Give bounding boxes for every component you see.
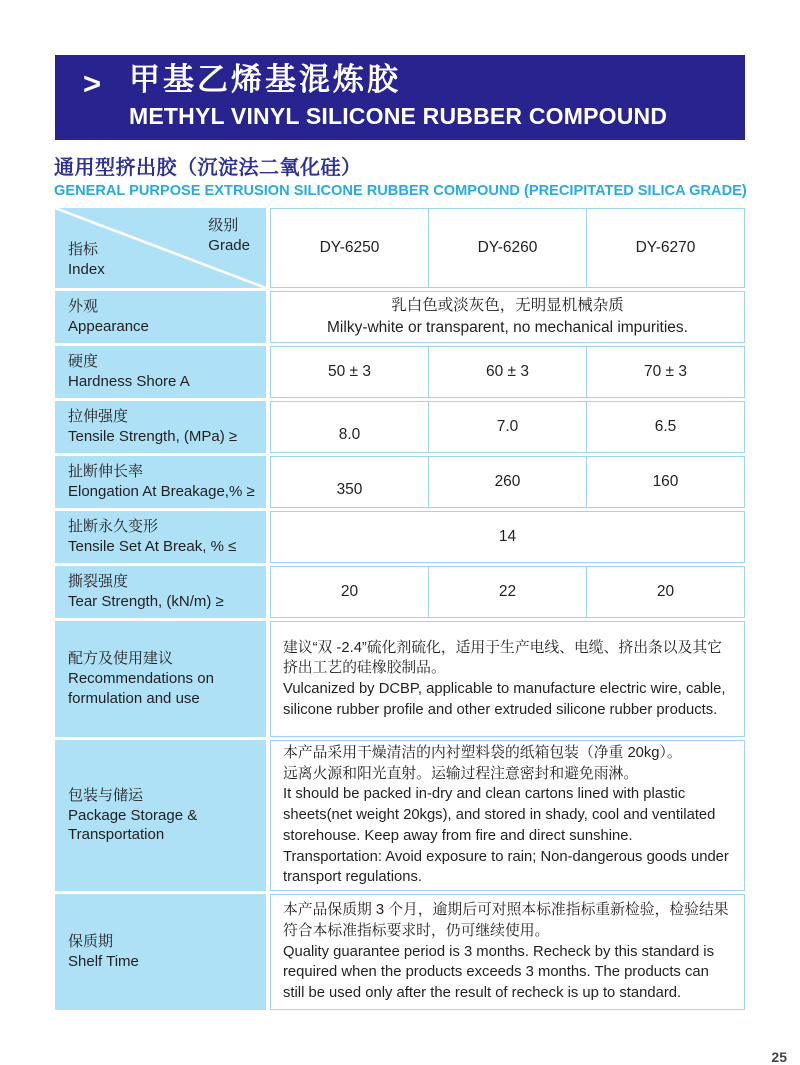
table-row-tensile-set (55, 511, 745, 563)
corner-grade-en: Grade (208, 237, 250, 255)
row-label-en: Tensile Set At Break, % ≤ (68, 538, 237, 555)
shelf-zh: 本产品保质期 3 个月，逾期后可对照本标准指标重新检验，检验结果符合本标准指标要求时，仍可继续使用。 (283, 902, 729, 939)
package-zh-1: 本产品采用干燥清洁的内衬塑料袋的纸箱包装（净重 20kg）。 (283, 745, 682, 762)
corner-index-label (68, 240, 105, 281)
package-en-1: It should be packed in-dry and clean cartons lined with plastic sheets(net weight 20kgs), and stored in shady, cool and ventilated storehouse. Keep away from fire and direct sunshine. (283, 786, 716, 844)
value-cell: 260 (428, 457, 586, 507)
paragraph-cell (271, 622, 744, 736)
corner-grade-label (208, 216, 250, 257)
grade-column-dy6270: DY-6270 (586, 209, 744, 287)
paragraph-cell (271, 895, 744, 1009)
package-zh-2: 远离火源和阳光直射。运输过程注意密封和避免雨淋。 (283, 765, 639, 782)
chevron-right-icon: > (83, 66, 102, 101)
table-row-shelf-time (55, 894, 745, 1010)
row-label-en: Appearance (68, 318, 149, 335)
section-heading (54, 151, 748, 199)
corner-index-en: Index (68, 260, 105, 278)
corner-grade-zh: 级别 (208, 217, 239, 234)
row-values (270, 511, 745, 563)
shelf-en: Quality guarantee period is 3 months. Recheck by this standard is required when the products exceeds 3 months. The products can still be used only after the result of recheck is up to standard. (283, 943, 714, 1002)
row-label (55, 401, 266, 453)
grade-columns (270, 208, 745, 288)
spec-table (55, 208, 745, 1010)
value-cell: 8.0 (338, 426, 361, 443)
appearance-value-zh: 乳白色或淡灰色，无明显机械杂质 (391, 296, 624, 314)
row-label-zh: 包装与储运 (68, 786, 144, 804)
row-label-en: Shelf Time (68, 953, 139, 970)
banner-title-en: METHYL VINYL SILICONE RUBBER COMPOUND (129, 103, 668, 129)
row-label-en: Hardness Shore A (68, 373, 190, 390)
table-row-hardness (55, 346, 745, 398)
row-label-zh: 撕裂强度 (68, 573, 129, 591)
row-values (270, 456, 745, 508)
row-label (55, 621, 266, 737)
row-label-en: Tear Strength, (kN/m) ≥ (68, 593, 224, 610)
value-cell: 20 (340, 583, 359, 600)
table-corner-cell (55, 208, 266, 288)
paragraph-cell (271, 741, 744, 890)
row-label (55, 346, 266, 398)
value-cell: 350 (336, 481, 363, 498)
row-label-en: Elongation At Breakage,% ≥ (68, 483, 255, 500)
row-values (270, 401, 745, 453)
row-label-zh: 配方及使用建议 (68, 650, 174, 668)
package-en-2: Transportation: Avoid exposure to rain; Non-dangerous goods under transport regulations. (283, 848, 729, 886)
table-row-tear-strength (55, 566, 745, 618)
value-cell: 6.5 (586, 402, 744, 452)
table-row-appearance (55, 291, 745, 343)
corner-index-zh: 指标 (68, 240, 99, 258)
row-label-zh: 扯断永久变形 (68, 518, 159, 536)
value-cell: 160 (586, 457, 744, 507)
value-cell: 7.0 (428, 402, 586, 452)
tensile-set-value: 14 (498, 527, 517, 545)
value-cell: 20 (586, 567, 744, 617)
row-label (55, 740, 266, 891)
table-row-recommendations (55, 621, 745, 737)
value-cell: 70 ± 3 (586, 347, 744, 397)
value-cell: 22 (428, 567, 586, 617)
row-values (270, 740, 745, 891)
row-values (270, 291, 745, 343)
row-label-zh: 扯断伸长率 (68, 463, 144, 481)
grade-column-dy6260: DY-6260 (428, 209, 586, 287)
row-label-zh: 拉伸强度 (68, 408, 129, 426)
row-label-zh: 保质期 (68, 933, 114, 951)
row-label (55, 291, 266, 343)
table-row-elongation (55, 456, 745, 508)
row-label (55, 456, 266, 508)
recommendations-zh: 建议“双 -2.4”硫化剂硫化，适用于生产电线、电缆、挤出条以及其它挤出工艺的硅橡胶制品。 (283, 639, 722, 677)
product-banner (55, 55, 745, 140)
row-label-en: Package Storage & Transportation (68, 806, 198, 844)
row-values (270, 346, 745, 398)
row-values (270, 894, 745, 1010)
table-header-row (55, 208, 745, 288)
row-label-en: Recommendations on formulation and use (68, 670, 214, 707)
merged-value-cell (271, 512, 744, 562)
row-label-zh: 硬度 (68, 353, 99, 371)
recommendations-en: Vulcanized by DCBP, applicable to manufacture electric wire, cable, silicone rubber profile and other extruded silicone rubber products. (283, 681, 726, 718)
row-values (270, 566, 745, 618)
value-cell: 50 ± 3 (328, 363, 371, 380)
table-row-tensile-strength (55, 401, 745, 453)
row-label-en: Tensile Strength, (MPa) ≥ (68, 428, 238, 445)
page-number: 25 (771, 1049, 787, 1065)
row-label (55, 894, 266, 1010)
row-label (55, 566, 266, 618)
value-cell: 60 ± 3 (428, 347, 586, 397)
appearance-value-en: Milky-white or transparent, no mechanical impurities. (327, 319, 688, 336)
grade-column-dy6250: DY-6250 (319, 239, 380, 256)
row-values (270, 621, 745, 737)
merged-value-cell (271, 292, 744, 342)
row-label-zh: 外观 (68, 298, 99, 316)
section-title-en: GENERAL PURPOSE EXTRUSION SILICONE RUBBER COMPOUND (PRECIPITATED SILICA GRADE) (54, 183, 747, 199)
section-title-zh: 通用型挤出胶（沉淀法二氧化硅） (54, 157, 362, 179)
banner-title-zh: 甲基乙烯基混炼胶 (129, 62, 401, 97)
table-row-package-storage (55, 740, 745, 891)
row-label (55, 511, 266, 563)
